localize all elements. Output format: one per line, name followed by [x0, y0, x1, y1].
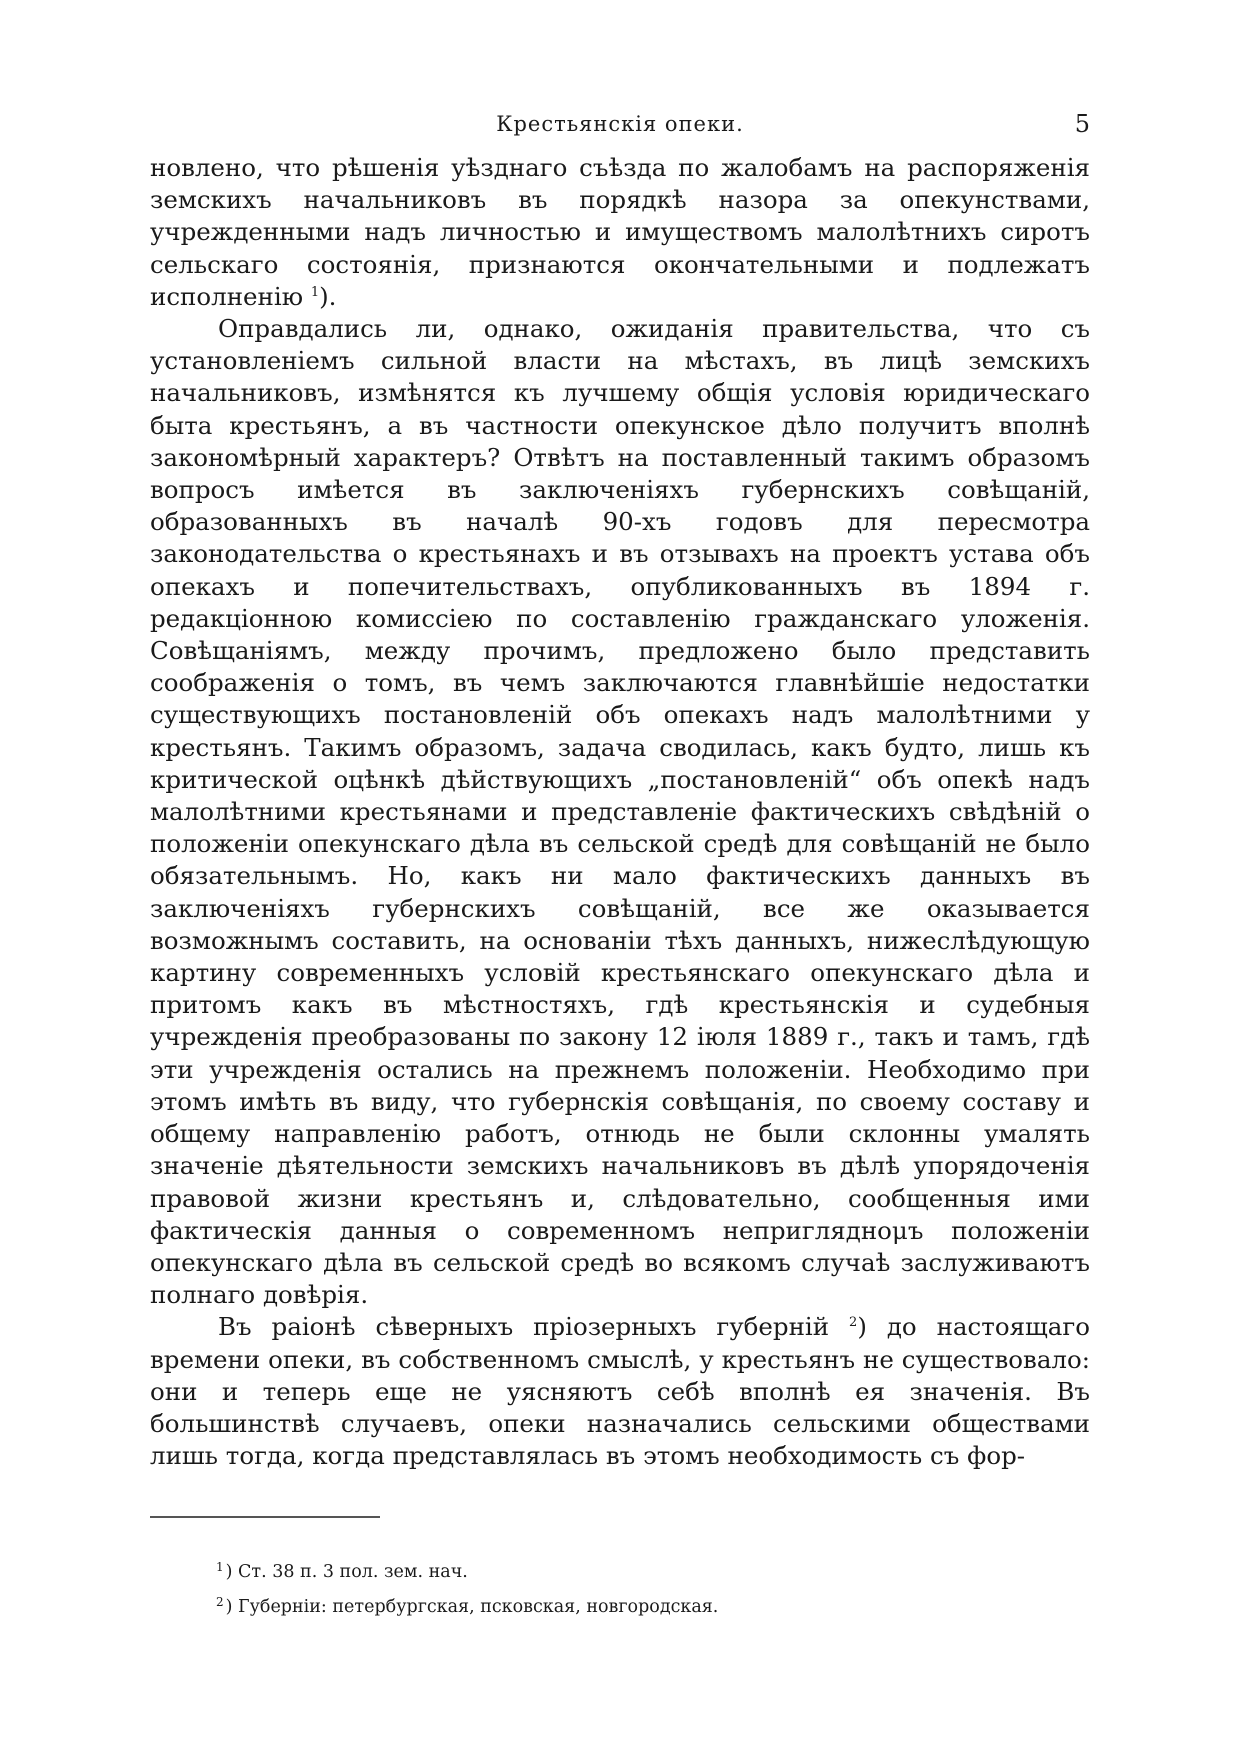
paragraph-text: Въ раіонѣ сѣверныхъ пріозерныхъ губерній: [218, 1312, 830, 1342]
paragraph-tail: до настоящаго времени опеки, въ собственномъ смыслѣ, у крестьянъ не существовало: они и теперь еще не уясняютъ себѣ вполнѣ ея значенія. Въ большинствѣ случаевъ, опеки назначались сельскими обществами лишь тогда, когда представлялась въ этомъ необходимость съ фор-: [150, 1312, 1090, 1471]
footnote-mark: 2: [216, 1595, 224, 1610]
footnote-text: Губерніи: петербургская, псковская, новгородская.: [238, 1597, 719, 1618]
footnote-mark-paren: ): [225, 1597, 239, 1618]
footnote-text: Ст. 38 п. 3 пол. зем. нач.: [238, 1562, 468, 1583]
paragraph-text: Оправдались ли, однако, ожиданія правительства, что съ установленіемъ сильной власти на мѣстахъ, въ лицѣ земскихъ начальниковъ, измѣнятся къ лучшему общія условія юридическаго быта крестьянъ, а въ частности опекунское дѣло получитъ вполнѣ закономѣрный характеръ? Отвѣтъ на поставленный такимъ образомъ вопросъ имѣется въ заключеніяхъ губернскихъ совѣщаній, образованныхъ въ началѣ 90-хъ годовъ для пересмотра законодательства о крестьянахъ и въ отзывахъ на проектъ устава объ опекахъ и попечительствахъ, опубликованныхъ въ 1894 г. редакціонною комиссіею по составленію гражданскаго уложенія. Совѣщаніямъ, между прочимъ, предложено было представить соображенія о томъ, въ чемъ заключаются главнѣйшіе недостатки существующихъ постановленій объ опекахъ надъ малолѣтними у крестьянъ. Такимъ образомъ, задача сводилась, какъ будто, лишь къ критической оцѣнкѣ дѣйствующихъ „постановленій“ объ опекѣ надъ малолѣтними крестьянами и представленіе фактическихъ свѣдѣній о положеніи опекунскаго дѣла въ сельской средѣ для совѣщаній не было обязательнымъ. Но, какъ ни мало фактическихъ данныхъ въ заключеніяхъ губернскихъ совѣщаній, все же оказывается возможнымъ составить, на основаніи тѣхъ данныхъ, нижеслѣдующую картину современныхъ условій крестьянскаго опекунскаго дѣла и притомъ какъ въ мѣстностяхъ, гдѣ крестьянскія и судебныя учрежденія преобразованы по закону 12 іюля 1889 г., такъ и тамъ, гдѣ эти учрежденія остались на прежнемъ положеніи. Необходимо при этомъ имѣть въ виду, что губернскія совѣщанія, по своему составу и общему направленію работъ, отнюдь не были склонны умалять значеніе дѣятельности земскихъ начальниковъ въ дѣлѣ упорядоченія правовой жизни крестьянъ и, слѣдовательно, сообщенныя ими фактическія данныя о современномъ непригляднομъ положеніи опекунскаго дѣла въ сельской средѣ во всякомъ случаѣ заслуживаютъ полнаго довѣрія.: [150, 314, 1090, 1310]
page-number: 5: [1074, 110, 1090, 138]
footnote-ref: 2: [849, 1315, 858, 1331]
footnote-ref-paren: ): [857, 1312, 867, 1342]
footnote-ref: 1: [310, 284, 320, 300]
footnote-ref-paren: ): [319, 281, 329, 311]
paragraph: [150, 313, 1090, 1311]
running-head: [150, 108, 1090, 152]
footnote-divider: [150, 1516, 380, 1518]
footnotes: [150, 1552, 1090, 1622]
footnote: [216, 1587, 1090, 1622]
paragraph-text: новлено, что рѣшенія уѣзднаго съѣзда по жалобамъ на распоряженія земскихъ начальниковъ въ порядкѣ назора за опекунствами, учрежденными надъ личностью и имуществомъ малолѣтнихъ сиротъ сельскаго состоянія, признаются окончательными и подлежатъ исполненію: [150, 153, 1090, 311]
body-text: [150, 152, 1090, 1472]
footnote: [216, 1552, 1090, 1587]
document-page: [150, 108, 1090, 1622]
paragraph: [150, 1311, 1090, 1472]
footnote-mark-paren: ): [225, 1562, 239, 1583]
running-title: Крестьянскія опеки.: [496, 112, 744, 136]
paragraph-tail: .: [328, 281, 337, 311]
paragraph: [150, 152, 1090, 313]
footnote-mark: 1: [216, 1560, 224, 1575]
